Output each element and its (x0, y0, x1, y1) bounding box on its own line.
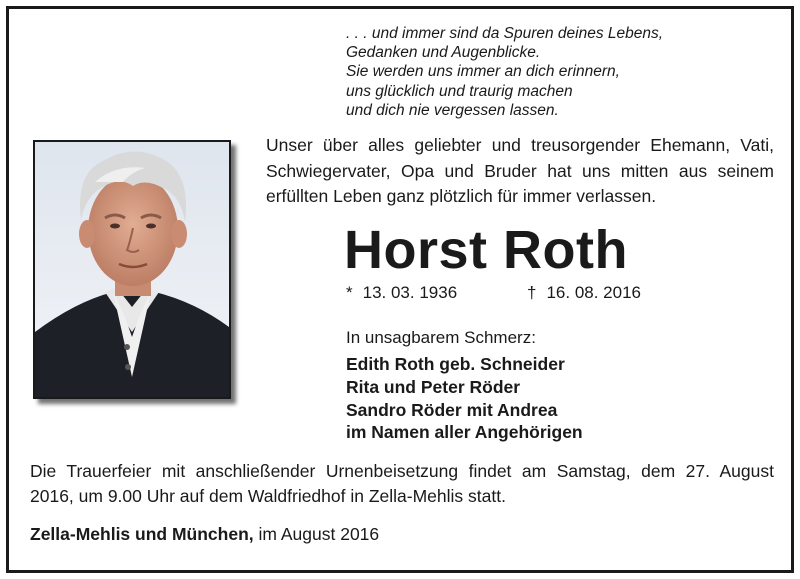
closing-place: Zella-Mehlis und München, (30, 524, 254, 544)
intro-line: erfüllten Leben ganz plötzlich für immer verlassen. (266, 186, 657, 206)
notice-line: Die Trauerfeier mit anschließender Urnenbeisetzung findet am Samstag, dem 27. August (30, 461, 774, 481)
intro-text (266, 133, 774, 210)
birth-symbol: * (346, 283, 353, 302)
notice-line: 2016, um 9.00 Uhr auf dem Waldfriedhof in Zella-Mehlis statt. (30, 486, 506, 506)
closing-date: im August 2016 (258, 524, 380, 544)
intro-line: Schwiegervater, Opa und Bruder hat uns mitten aus seinem (266, 160, 774, 181)
death-date-value: 16. 08. 2016 (546, 283, 641, 302)
poem-line: Sie werden uns immer an dich erinnern, (346, 63, 620, 81)
deceased-name: Horst Roth (344, 220, 628, 280)
death-cross-symbol: † (527, 283, 537, 302)
mourning-phrase: In unsagbarem Schmerz: (346, 328, 536, 347)
birth-date-value: 13. 03. 1936 (362, 283, 458, 302)
funeral-notice (30, 459, 774, 509)
death-date (527, 282, 641, 304)
mourners-list (346, 353, 583, 444)
poem-line: uns glücklich und traurig machen (346, 82, 573, 100)
mourner: Sandro Röder mit Andrea (346, 399, 558, 420)
mourner: Edith Roth geb. Schneider (346, 354, 565, 374)
portrait-photo (33, 140, 231, 399)
intro-line: Unser über alles geliebter und treusorgender Ehemann, Vati, (266, 135, 774, 155)
poem (346, 24, 663, 120)
birth-date (346, 282, 457, 304)
poem-line: . . . und immer sind da Spuren deines Lebens, (346, 25, 664, 42)
mourner: im Namen aller Angehörigen (346, 422, 583, 443)
closing-line (30, 523, 379, 545)
poem-line: und dich nie vergessen lassen. (346, 101, 559, 119)
mourner: Rita und Peter Röder (346, 376, 521, 397)
poem-line: Gedanken und Augenblicke. (346, 44, 541, 62)
